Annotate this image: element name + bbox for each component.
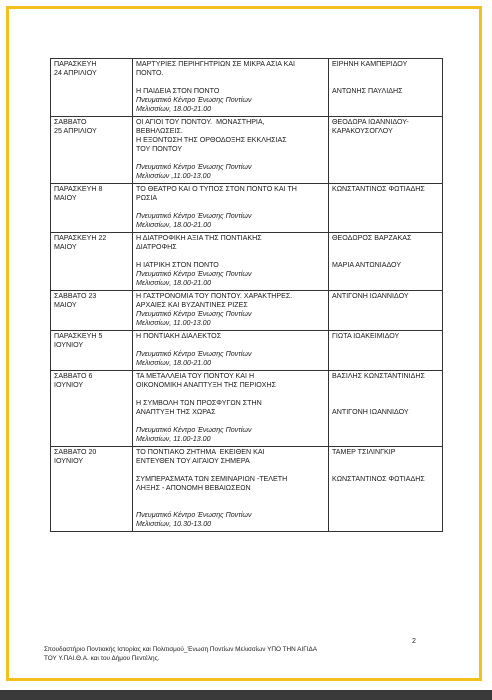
- date-cell-line: ΙΟΥΝΙΟΥ: [54, 381, 84, 389]
- topic-cell-line: Μελισσίων ,11.00-13.00: [136, 172, 211, 180]
- date-cell: [51, 447, 133, 532]
- topic-cell-line: ΤΟΥ ΠΟΝΤΟΥ: [136, 145, 183, 153]
- speaker-cell-line: ΜΑΡΙΑ ΑΝΤΩΝΙΑΔΟΥ: [332, 261, 402, 269]
- topic-cell-line: Μελισσίων, 18.00-21.00: [136, 359, 212, 367]
- speaker-cell: [329, 117, 443, 184]
- topic-cell-line: Μελισσίων, 11.00-13.00: [136, 319, 211, 327]
- topic-cell-line: ΔΙΑΤΡΟΦΗΣ: [136, 243, 177, 251]
- date-cell-line: ΣΑΒΒΑΤΟ 23: [54, 292, 97, 300]
- speaker-cell-line: [332, 243, 439, 252]
- topic-cell: [133, 291, 329, 331]
- speaker-cell-line: [332, 78, 439, 87]
- topic-cell-line: [136, 390, 325, 399]
- speaker-cell: [329, 291, 443, 331]
- topic-cell: [133, 184, 329, 233]
- topic-cell-line: [136, 466, 325, 475]
- topic-cell-line: Η ΙΑΤΡΙΚΗ ΣΤΟΝ ΠΟΝΤΟ: [136, 261, 219, 269]
- page-number: 2: [412, 638, 416, 645]
- topic-cell-line: ΕΝΤΕΥΘΕΝ ΤΟΥ ΑΙΓΑΙΟΥ ΣΗΜΕΡΑ: [136, 457, 250, 465]
- date-cell: [51, 117, 133, 184]
- topic-cell-line: Μελισσίων, 10.30-13.00: [136, 520, 212, 528]
- topic-cell-line: Η ΓΑΣΤΡΟΝΟΜΙΑ ΤΟΥ ΠΟΝΤΟΥ. ΧΑΡΑΚΤΗΡΕΣ.: [136, 292, 293, 300]
- speaker-cell-line: ΘΕΟΔΩΡΟΣ ΒΑΡΖΑΚΑΣ: [332, 234, 412, 242]
- speaker-cell-line: ΘΕΟΔΩΡΑ ΙΩΑΝΝΙΔΟΥ-: [332, 118, 409, 126]
- speaker-cell-line: [332, 457, 439, 466]
- topic-cell: [133, 117, 329, 184]
- date-cell-line: ΠΑΡΑΣΚΕΥΗ: [54, 60, 97, 68]
- table-row: [51, 184, 443, 233]
- topic-cell-line: ΜΑΡΤΥΡΙΕΣ ΠΕΡΙΗΓΗΤΡΙΩΝ ΣΕ ΜΙΚΡΑ ΑΣΙΑ ΚΑΙ: [136, 60, 296, 68]
- schedule-table: [50, 58, 443, 532]
- topic-cell-line: [136, 78, 325, 87]
- topic-cell-line: ΒΕΒΗΛΩΣΕΙΣ.: [136, 127, 183, 135]
- speaker-cell: [329, 331, 443, 371]
- speaker-cell-line: ΤΑΜΕΡ ΤΣΙΛΙΝΓΚΙΡ: [332, 448, 396, 456]
- page-footer: [44, 645, 444, 663]
- date-cell-line: ΜΑΙΟΥ: [54, 301, 77, 309]
- speaker-cell: [329, 447, 443, 532]
- topic-cell-line: ΡΩΣΙΑ: [136, 194, 158, 202]
- speaker-cell-line: ΑΝΤΩΝΗΣ ΠΑΥΛΙΔΗΣ: [332, 87, 403, 95]
- date-cell: [51, 371, 133, 447]
- speaker-cell-line: ΑΝΤΙΓΟΝΗ ΙΩΑΝΝΙΔΟΥ: [332, 408, 409, 416]
- footer-line: Σπουδαστήριο Ποντιακής Ιστορίας και Πολιτισμού_Ένωση Ποντίων Μελισσίων ΥΠΟ ΤΗΝ ΑΙΓΙΔΑ: [44, 646, 318, 653]
- footer-line: ΤΟΥ Υ.ΠΑΙ.Θ.Α. και του Δήμου Πεντέλης.: [44, 655, 160, 662]
- topic-cell-line: ΑΝΑΠΤΥΞΗ ΤΗΣ ΧΩΡΑΣ: [136, 408, 216, 416]
- topic-cell: [133, 59, 329, 117]
- speaker-cell-line: ΑΝΤΙΓΟΝΗ ΙΩΑΝΝΙΔΟΥ: [332, 292, 409, 300]
- topic-cell-line: Πνευματικό Κέντρο Ένωσης Ποντίων: [136, 212, 252, 220]
- topic-cell-line: ΤΟ ΠΟΝΤΙΑΚΟ ΖΗΤΗΜΑ ΕΚΕΙΘΕΝ ΚΑΙ: [136, 448, 265, 456]
- topic-cell-line: Πνευματικό Κέντρο Ένωσης Ποντίων: [136, 270, 252, 278]
- topic-cell: [133, 233, 329, 291]
- speaker-cell-line: [332, 381, 439, 390]
- speaker-cell-line: [332, 399, 439, 408]
- schedule-body: [51, 59, 443, 532]
- speaker-cell: [329, 59, 443, 117]
- topic-cell-line: Πνευματικό Κέντρο Ένωσης Ποντίων: [136, 350, 252, 358]
- topic-cell: [133, 371, 329, 447]
- topic-cell-line: Η ΠΟΝΤΙΑΚΗ ΔΙΑΛΕΚΤΟΣ: [136, 332, 222, 340]
- topic-cell-line: ΤΟ ΘΕΑΤΡΟ ΚΑΙ Ο ΤΥΠΟΣ ΣΤΟΝ ΠΟΝΤΟ ΚΑΙ ΤΗ: [136, 185, 297, 193]
- topic-cell-line: [136, 341, 325, 350]
- topic-cell-line: [136, 252, 325, 261]
- table-row: [51, 331, 443, 371]
- topic-cell-line: ΠΟΝΤΟ.: [136, 69, 164, 77]
- table-row: [51, 233, 443, 291]
- table-row: [51, 371, 443, 447]
- date-cell: [51, 233, 133, 291]
- speaker-cell: [329, 233, 443, 291]
- topic-cell-line: [136, 493, 325, 502]
- date-cell: [51, 331, 133, 371]
- topic-cell-line: ΟΙΚΟΝΟΜΙΚΗ ΑΝΑΠΤΥΞΗ ΤΗΣ ΠΕΡΙΟΧΗΣ: [136, 381, 276, 389]
- date-cell-line: ΠΑΡΑΣΚΕΥΗ 22: [54, 234, 107, 242]
- speaker-cell-line: ΒΑΣΙΛΗΣ ΚΩΝΣΤΑΝΤΙΝΙΔΗΣ: [332, 372, 425, 380]
- date-cell-line: ΜΑΙΟΥ: [54, 243, 77, 251]
- topic-cell-line: Πνευματικό Κέντρο Ένωσης Ποντίων: [136, 426, 252, 434]
- topic-cell-line: [136, 154, 325, 163]
- date-cell-line: ΙΟΥΝΙΟΥ: [54, 457, 84, 465]
- speaker-cell: [329, 184, 443, 233]
- speaker-cell-line: [332, 252, 439, 261]
- date-cell-line: ΜΑΙΟΥ: [54, 194, 77, 202]
- date-cell-line: ΣΑΒΒΑΤΟ: [54, 118, 87, 126]
- topic-cell-line: Η ΠΑΙΔΕΙΑ ΣΤΟΝ ΠΟΝΤΟ: [136, 87, 220, 95]
- speaker-cell: [329, 371, 443, 447]
- topic-cell-line: ΤΑ ΜΕΤΑΛΛΕΙΑ ΤΟΥ ΠΟΝΤΟΥ ΚΑΙ Η: [136, 372, 255, 380]
- topic-cell-line: Η ΣΥΜΒΟΛΗ ΤΩΝ ΠΡΟΣΦΥΓΩΝ ΣΤΗΝ: [136, 399, 262, 407]
- date-cell: [51, 184, 133, 233]
- date-cell-line: ΙΟΥΝΙΟΥ: [54, 341, 84, 349]
- topic-cell-line: ΑΡΧΑΙΕΣ ΚΑΙ ΒΥΖΑΝΤΙΝΕΣ ΡΙΖΕΣ: [136, 301, 248, 309]
- topic-cell-line: Πνευματικό Κέντρο Ένωσης Ποντίων: [136, 163, 252, 171]
- date-cell-line: ΠΑΡΑΣΚΕΥΗ 8: [54, 185, 103, 193]
- speaker-cell-line: ΕΙΡΗΝΗ ΚΑΜΠΕΡΙΔΟΥ: [332, 60, 408, 68]
- speaker-cell-line: ΓΙΩΤΑ ΙΩΑΚΕΙΜΙΔΟΥ: [332, 332, 400, 340]
- speaker-cell-line: ΚΩΝΣΤΑΝΤΙΝΟΣ ΦΩΤΙΑΔΗΣ: [332, 185, 425, 193]
- topic-cell-line: Η ΕΞΟΝΤΩΣΗ ΤΗΣ ΟΡΘΟΔΟΞΗΣ ΕΚΚΛΗΣΙΑΣ: [136, 136, 287, 144]
- date-cell-line: ΣΑΒΒΑΤΟ 6: [54, 372, 93, 380]
- topic-cell-line: [136, 502, 325, 511]
- speaker-cell-line: [332, 69, 439, 78]
- topic-cell-line: Μελισσίων, 18.00-21.00: [136, 279, 212, 287]
- table-row: [51, 117, 443, 184]
- topic-cell-line: ΛΗΞΗΣ - ΑΠΟΝΟΜΗ ΒΕΒΑΙΩΣΕΩΝ: [136, 484, 251, 492]
- date-cell-line: 24 ΑΠΡΙΛΙΟΥ: [54, 69, 97, 77]
- table-row: [51, 59, 443, 117]
- topic-cell-line: Πνευματικό Κέντρο Ένωσης Ποντίων: [136, 511, 252, 519]
- speaker-cell-line: ΚΑΡΑΚΟΥΣΟΓΛΟΥ: [332, 127, 393, 135]
- topic-cell-line: ΟΙ ΑΓΙΟΙ ΤΟΥ ΠΟΝΤΟΥ. ΜΟΝΑΣΤΗΡΙΑ,: [136, 118, 265, 126]
- topic-cell-line: [136, 203, 325, 212]
- topic-cell: [133, 331, 329, 371]
- topic-cell-line: [136, 417, 325, 426]
- speaker-cell-line: ΚΩΝΣΤΑΝΤΙΝΟΣ ΦΩΤΙΑΔΗΣ: [332, 475, 425, 483]
- topic-cell-line: Πνευματικό Κέντρο Ένωσης Ποντίων: [136, 310, 252, 318]
- topic-cell-line: Μελισσίων, 11.00-13.00: [136, 435, 211, 443]
- topic-cell-line: ΣΥΜΠΕΡΑΣΜΑΤΑ ΤΩΝ ΣΕΜΙΝΑΡΙΩΝ -ΤΕΛΕΤΗ: [136, 475, 288, 483]
- date-cell-line: ΠΑΡΑΣΚΕΥΗ 5: [54, 332, 103, 340]
- topic-cell-line: Μελισσίων, 18.00-21.00: [136, 221, 212, 229]
- date-cell-line: ΣΑΒΒΑΤΟ 20: [54, 448, 97, 456]
- date-cell: [51, 59, 133, 117]
- bottom-bar: [0, 690, 492, 700]
- topic-cell-line: Πνευματικό Κέντρο Ένωσης Ποντίων: [136, 96, 252, 104]
- speaker-cell-line: [332, 466, 439, 475]
- table-row: [51, 447, 443, 532]
- topic-cell-line: Η ΔΙΑΤΡΟΦΙΚΗ ΑΞΙΑ ΤΗΣ ΠΟΝΤΙΑΚΗΣ: [136, 234, 262, 242]
- speaker-cell-line: [332, 390, 439, 399]
- date-cell-line: 25 ΑΠΡΙΛΙΟΥ: [54, 127, 97, 135]
- date-cell: [51, 291, 133, 331]
- topic-cell: [133, 447, 329, 532]
- table-row: [51, 291, 443, 331]
- topic-cell-line: Μελισσίων, 18.00-21.00: [136, 105, 212, 113]
